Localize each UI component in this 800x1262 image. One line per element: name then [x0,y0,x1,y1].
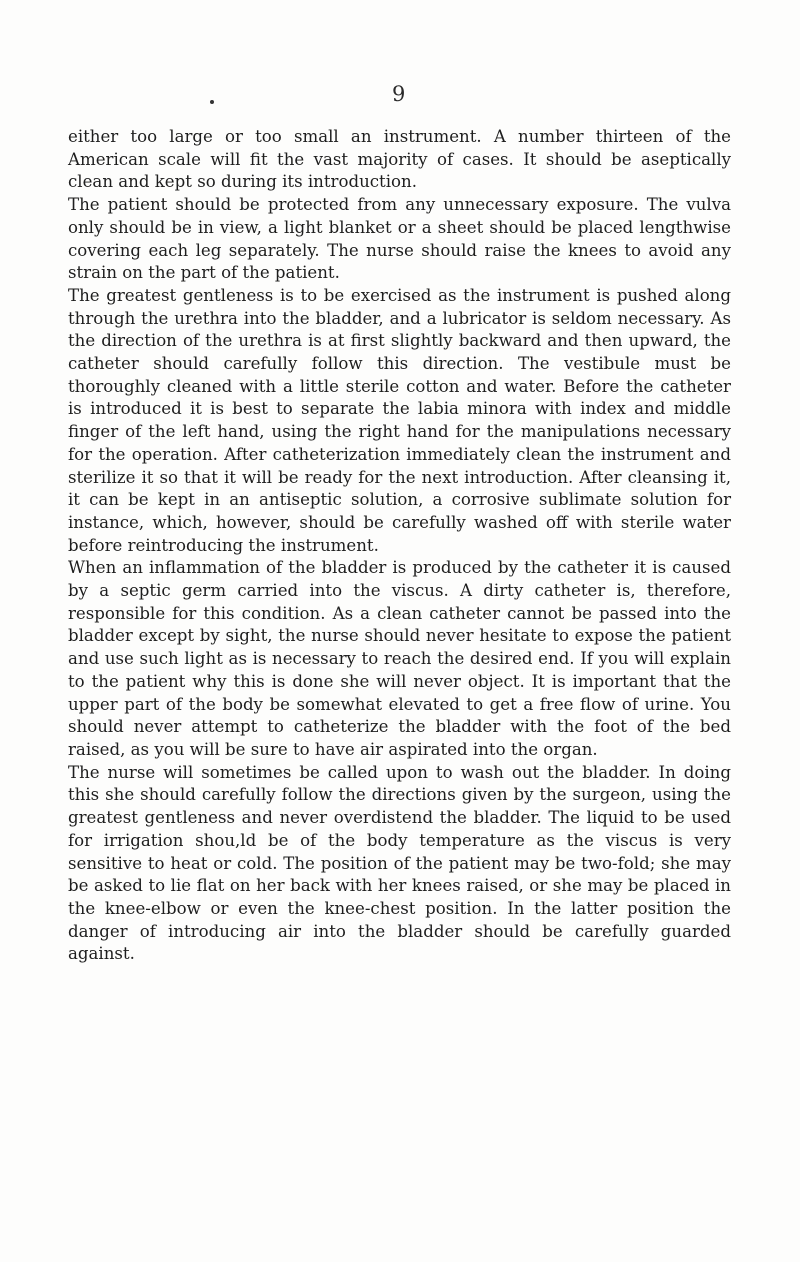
paragraph-2: The patient should be protected from any unnecessary exposure. The vulva only should be in view, a light blanket or a sheet should be placed lengthwise covering each leg separately. The nurse should raise the knees to avoid any strain on the part of the patient. [68,195,731,283]
paragraph-4: When an inflammation of the bladder is produced by the catheter it is caused by a septic germ carried into the viscus. A dirty catheter is, therefore, responsible for this condition. As a clean catheter cannot be passed into the bladder except by sight, the nurse should never hesitate to expose the patient and use such light as is necessary to reach the desired end. If you will explain to the patient why this is done she will never object. It is important that the upper part of the body be somewhat elevated to get a free flow of urine. You should never attempt to catheterize the bladder with the foot of the bed raised, as you will be sure to have air aspirated into the organ. [68,558,731,759]
page-number: 9 [392,82,406,106]
paragraph-3: The greatest gentleness is to be exercised as the instrument is pushed along through the urethra into the bladder, and a lubricator is seldom necessary. As the direction of the urethra is at first slightly backward and then upward, the catheter should carefully follow this direction. The vestibule must be thoroughly cleaned with a little sterile cotton and water. Before the catheter is introduced it is best to separate the labia minora with index and middle finger of the left hand, using the right hand for the manipulations necessary for the operation. After catheterization immediately clean the instrument and sterilize it so that it will be ready for the next introduction. After cleansing it, it can be kept in an antiseptic solution, a corrosive sublimate solution for instance, which, however, should be carefully washed off with sterile water before reintroducing the instrument. [68,285,731,555]
body-text [68,126,731,966]
paragraph-5: The nurse will sometimes be called upon to wash out the bladder. In doing this she should carefully follow the directions given by the surgeon, using the greatest gentleness and never overdistend the bladder. The liquid to be used for irrigation shou,ld be of the body temperature as the viscus is very sensitive to heat or cold. The position of the patient may be two-fold; she may be asked to lie flat on her back with her knees raised, or she may be placed in the knee-elbow or even the knee-chest position. In the latter position the danger of introducing air into the bladder should be carefully guarded against. [68,762,731,964]
ink-speck [210,100,214,104]
paragraph-1: either too large or too small an instrument. A number thirteen of the American scale will fit the vast majority of cases. It should be aseptically clean and kept so during its introduction. [68,127,731,192]
